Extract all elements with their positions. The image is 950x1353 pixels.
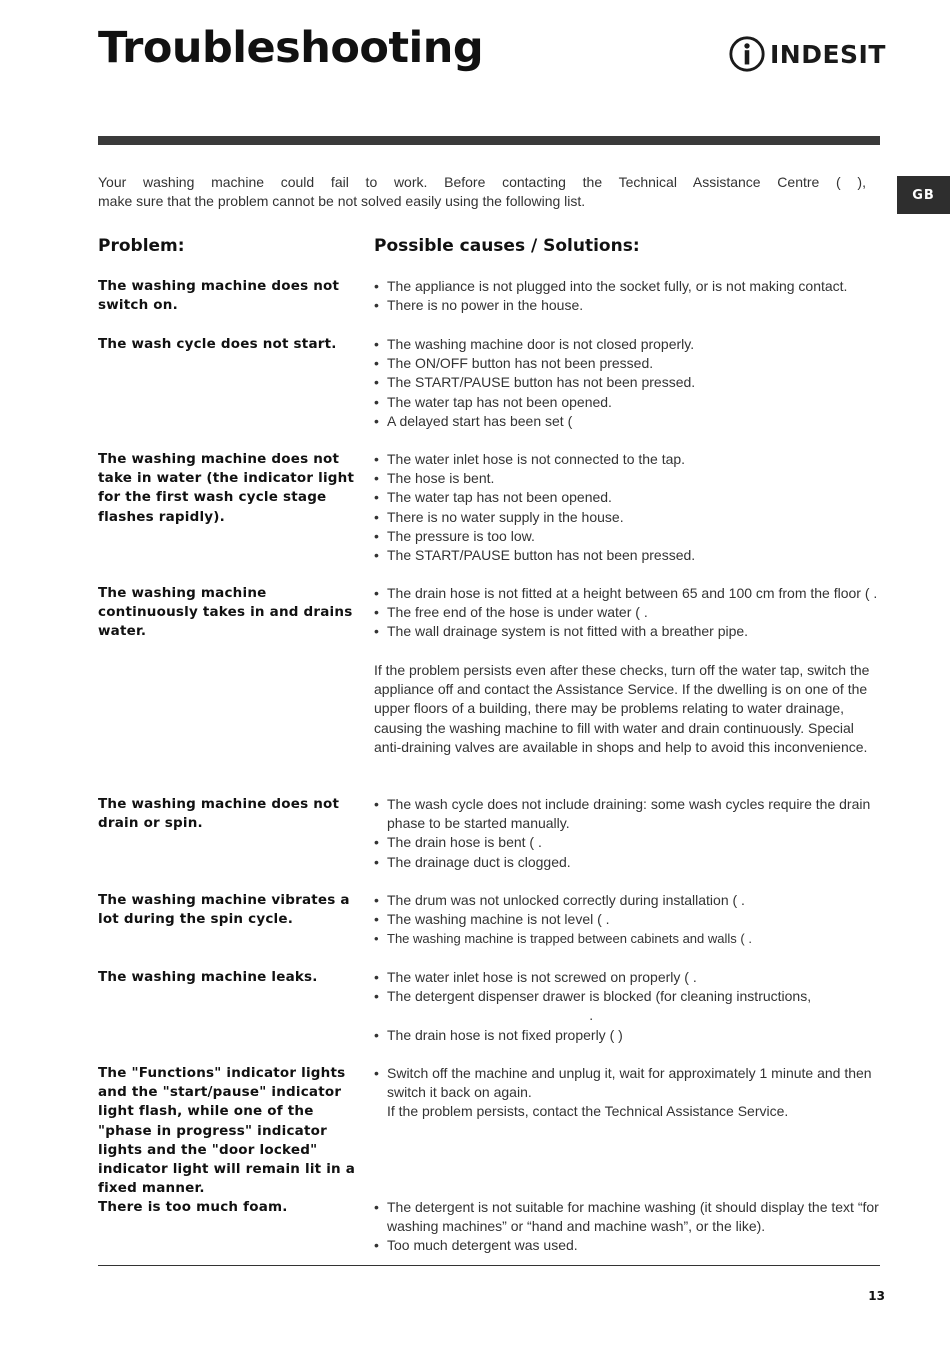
solution-item: • The water tap has not been opened. bbox=[374, 488, 884, 507]
solution-note: If the problem persists even after these checks, turn off the water tap, switch the appliance off and contact the Assistance Service. If the dwelling is on one of the upper floors of a building, there may be problems relating to water drainage, causing the washing machine to fill with water and drain continuously. Special anti-draining valves are available in shops and help to avoid this inconvenience. bbox=[374, 662, 870, 755]
solution-item: • The washing machine is trapped between cabinets and walls ( . bbox=[374, 929, 884, 948]
solution-note: If the problem persists, contact the Technical Assistance Service. bbox=[387, 1103, 789, 1119]
language-tab: GB bbox=[897, 176, 950, 214]
intro-line-2: make sure that the problem cannot be not solved easily using the following list. bbox=[98, 193, 586, 209]
solution-item: • The detergent dispenser drawer is blocked (for cleaning instructions, bbox=[374, 987, 884, 1006]
solution-item: • The detergent is not suitable for machine washing (it should display the text “for washing machines” or “hand and machine wash”, or the like). bbox=[374, 1198, 884, 1236]
solution-item: • There is no power in the house. bbox=[374, 296, 884, 315]
problem-text: The "Functions" indicator lights and the "start/pause" indicator light flash, while one of the "phase in progress" indicator lights and the "door locked" indicator light will remain lit in a fixed manner. bbox=[98, 1065, 356, 1197]
solution-item: • A delayed start has been set ( bbox=[374, 412, 884, 431]
solution-item: • The START/PAUSE button has not been pressed. bbox=[374, 546, 884, 565]
solution-item: • The hose is bent. bbox=[374, 469, 884, 488]
solution-list bbox=[374, 1064, 884, 1102]
solution-item: • The wall drainage system is not fitted with a breather pipe. bbox=[374, 622, 884, 641]
solution-item: • The water tap has not been opened. bbox=[374, 393, 884, 412]
problem-text: The washing machine leaks. bbox=[98, 969, 318, 985]
problem-text: The washing machine vibrates a lot during the spin cycle. bbox=[98, 892, 350, 928]
page-title: Troubleshooting bbox=[98, 23, 484, 73]
solution-list bbox=[374, 450, 884, 565]
indesit-logo bbox=[728, 32, 886, 76]
solution-item: • The wash cycle does not include draining: some wash cycles require the drain phase to be started manually. bbox=[374, 795, 884, 833]
footer-divider bbox=[98, 1265, 880, 1266]
solution-list bbox=[374, 795, 884, 872]
causes-column-header: Possible causes / Solutions: bbox=[374, 236, 640, 256]
brand-name: INDESIT bbox=[770, 39, 886, 69]
solution-list bbox=[374, 277, 884, 315]
solution-item: • The appliance is not plugged into the socket fully, or is not making contact. bbox=[374, 277, 884, 296]
solution-item-continuation: . bbox=[387, 1007, 594, 1024]
solution-item: • Too much detergent was used. bbox=[374, 1236, 884, 1255]
problem-text: The washing machine does not drain or spin. bbox=[98, 796, 340, 832]
solution-item: • The washing machine is not level ( . bbox=[374, 910, 884, 929]
solution-item: • The drum was not unlocked correctly during installation ( . bbox=[374, 891, 884, 910]
solution-list bbox=[374, 891, 884, 949]
problem-column-header: Problem: bbox=[98, 236, 185, 256]
solution-list bbox=[374, 968, 884, 1045]
solution-item: • Switch off the machine and unplug it, wait for approximately 1 minute and then switch it back on again. bbox=[374, 1064, 884, 1102]
solution-list bbox=[374, 584, 884, 642]
page-number: 13 bbox=[868, 1289, 885, 1303]
solution-item: • The free end of the hose is under water ( . bbox=[374, 603, 884, 622]
problem-text: The washing machine does not switch on. bbox=[98, 278, 340, 314]
intro-text bbox=[98, 173, 866, 211]
problem-text: There is too much foam. bbox=[98, 1199, 288, 1215]
solution-item: • The drainage duct is clogged. bbox=[374, 853, 884, 872]
solution-item: • The START/PAUSE button has not been pressed. bbox=[374, 373, 884, 392]
solution-item: • The water inlet hose is not connected to the tap. bbox=[374, 450, 884, 469]
header-divider bbox=[98, 136, 880, 145]
solution-item: • The drain hose is not fixed properly ( ) bbox=[374, 1026, 884, 1045]
problem-text: The washing machine continuously takes in and drains water. bbox=[98, 585, 353, 640]
solution-item: • The water inlet hose is not screwed on properly ( . bbox=[374, 968, 884, 987]
intro-line-1: Your washing machine could fail to work. Before contacting the Technical Assistance Centre ( ), bbox=[98, 174, 866, 190]
solution-item: • There is no water supply in the house. bbox=[374, 508, 884, 527]
solution-item: • The ON/OFF button has not been pressed. bbox=[374, 354, 884, 373]
problem-text: The wash cycle does not start. bbox=[98, 336, 337, 352]
solution-item: • The washing machine door is not closed properly. bbox=[374, 335, 884, 354]
solution-list bbox=[374, 335, 884, 431]
info-icon bbox=[728, 35, 766, 73]
solution-item: • The drain hose is not fitted at a height between 65 and 100 cm from the floor ( . bbox=[374, 584, 884, 603]
problem-text: The washing machine does not take in water (the indicator light for the first wash cycle stage flashes rapidly). bbox=[98, 451, 355, 525]
solution-list bbox=[374, 1198, 884, 1256]
solution-item: • The drain hose is bent ( . bbox=[374, 833, 884, 852]
solution-item: • The pressure is too low. bbox=[374, 527, 884, 546]
